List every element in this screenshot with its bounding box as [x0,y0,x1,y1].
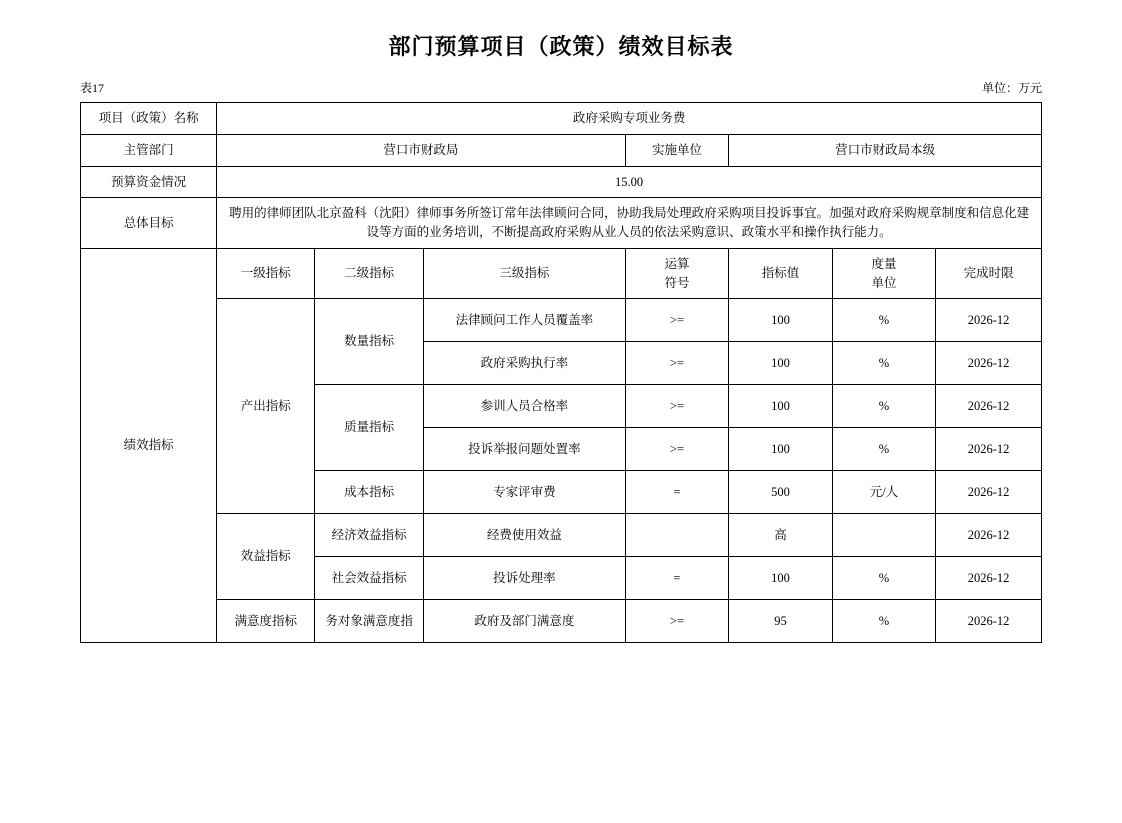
header-target-value: 指标值 [729,248,833,299]
level3-indicator: 政府采购执行率 [424,342,626,385]
table-row-authority [81,134,1042,166]
header-operator-line2: 符号 [664,275,690,290]
table-row [81,299,1042,342]
header-deadline: 完成时限 [936,248,1042,299]
implementer-value: 营口市财政局本级 [729,134,1042,166]
deadline-cell: 2026-12 [936,385,1042,428]
operator-cell: >= [625,385,729,428]
value-cell: 500 [729,471,833,514]
deadline-cell: 2026-12 [936,342,1042,385]
deadline-cell: 2026-12 [936,428,1042,471]
value-cell: 100 [729,557,833,600]
meta-row [80,79,1042,96]
deadline-cell: 2026-12 [936,514,1042,557]
page-title: 部门预算项目（政策）绩效目标表 [388,34,734,59]
deadline-cell: 2026-12 [936,471,1042,514]
unit-cell: % [832,385,936,428]
document-page [0,30,1122,823]
value-cell: 高 [729,514,833,557]
operator-cell: >= [625,600,729,643]
deadline-cell: 2026-12 [936,600,1042,643]
level2-cost: 成本指标 [315,471,424,514]
table-row-overall-goal [81,198,1042,249]
header-operator [625,248,729,299]
header-level2: 二级指标 [315,248,424,299]
level2-quality: 质量指标 [315,385,424,471]
table-row [81,600,1042,643]
header-level1: 一级指标 [217,248,315,299]
unit-cell: % [832,299,936,342]
value-cell: 100 [729,342,833,385]
level3-indicator: 投诉举报问题处置率 [424,428,626,471]
value-cell: 100 [729,385,833,428]
level3-indicator: 投诉处理率 [424,557,626,600]
performance-indicator-label: 绩效指标 [81,248,217,643]
performance-goal-table [80,102,1042,643]
level2-social-benefit: 社会效益指标 [315,557,424,600]
level2-quantity: 数量指标 [315,299,424,385]
authority-label: 主管部门 [81,134,217,166]
operator-cell: >= [625,342,729,385]
overall-goal-value: 聘用的律师团队北京盈科（沈阳）律师事务所签订常年法律顾问合同，协助我局处理政府采购项目投诉事宜。加强对政府采购规章制度和信息化建设等方面的业务培训，不断提高政府采购从业人员的依法采购意识、政策水平和操作执行能力。 [217,198,1042,249]
header-unit-line2: 单位 [871,275,897,290]
table-row-project-name [81,103,1042,135]
deadline-cell: 2026-12 [936,557,1042,600]
deadline-cell: 2026-12 [936,299,1042,342]
level3-indicator: 政府及部门满意度 [424,600,626,643]
table-row-indicator-header [81,248,1042,299]
header-unit-line1: 度量 [871,256,897,271]
table-number: 表17 [80,81,105,95]
operator-cell [625,514,729,557]
authority-value: 营口市财政局 [217,134,626,166]
unit-cell: % [832,342,936,385]
operator-cell: >= [625,299,729,342]
level3-indicator: 经费使用效益 [424,514,626,557]
header-level3: 三级指标 [424,248,626,299]
value-cell: 100 [729,299,833,342]
unit-note: 单位：万元 [981,81,1042,95]
overall-goal-label: 总体目标 [81,198,217,249]
value-cell: 95 [729,600,833,643]
level2-service-satisfaction: 务对象满意度指 [315,600,424,643]
value-cell: 100 [729,428,833,471]
level3-indicator: 法律顾问工作人员覆盖率 [424,299,626,342]
project-name-value: 政府采购专项业务费 [217,103,1042,135]
level3-indicator: 专家评审费 [424,471,626,514]
project-name-label: 项目（政策）名称 [81,103,217,135]
budget-label: 预算资金情况 [81,166,217,198]
unit-cell [832,514,936,557]
unit-cell: % [832,600,936,643]
header-unit [832,248,936,299]
level3-indicator: 参训人员合格率 [424,385,626,428]
implementer-label: 实施单位 [625,134,729,166]
budget-value: 15.00 [217,166,1042,198]
unit-cell: 元/人 [832,471,936,514]
level1-benefit: 效益指标 [217,514,315,600]
operator-cell: >= [625,428,729,471]
table-row [81,514,1042,557]
operator-cell: = [625,557,729,600]
level1-satisfaction: 满意度指标 [217,600,315,643]
header-operator-line1: 运算 [664,256,690,271]
unit-cell: % [832,557,936,600]
table-row-budget [81,166,1042,198]
level2-economic-benefit: 经济效益指标 [315,514,424,557]
level1-output: 产出指标 [217,299,315,514]
operator-cell: = [625,471,729,514]
unit-cell: % [832,428,936,471]
